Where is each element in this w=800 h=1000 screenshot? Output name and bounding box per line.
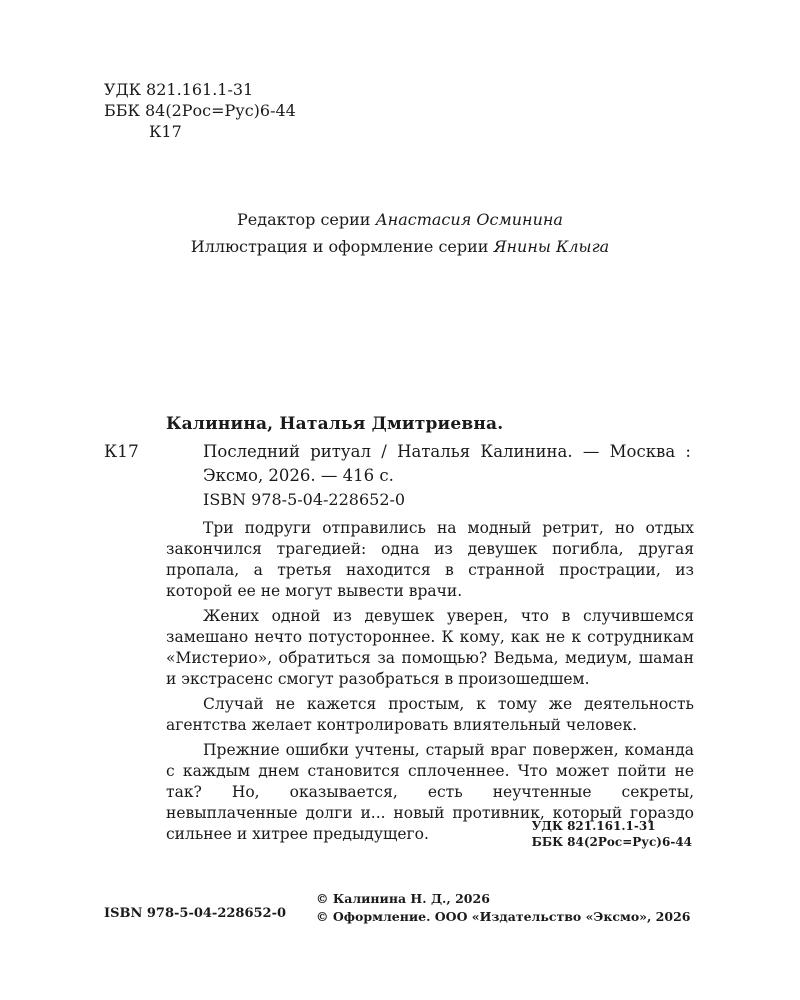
series-illustration-credit	[0, 237, 800, 256]
annotation-paragraph: Прежние ошибки учтены, старый враг повержен, команда с каждым днем становится сплоченнее. Что может пойти не так? Но, оказывается, есть неучтенные секреты, невыплаченные долги и... новый противник, который гораздо сильнее и хитрее предыдущего.	[166, 741, 694, 843]
copyright-block	[316, 890, 690, 926]
bibliographic-isbn: ISBN 978-5-04-228652-0	[203, 490, 406, 509]
series-editor-label: Редактор серии	[237, 210, 371, 229]
series-illustration-label: Иллюстрация и оформление серии	[190, 237, 489, 256]
small-bbk-code: ББК 84(2Рос=Рус)6-44	[531, 835, 692, 849]
copyright-design: © Оформление. ООО «Издательство «Эксмо», 2026	[316, 909, 691, 924]
bibliographic-description: Последний ритуал / Наталья Калинина. — Москва : Эксмо, 2026. — 416 с.	[203, 442, 691, 485]
annotation-paragraph: Три подруги отправились на модный ретрит, но отдых закончился трагедией: одна из девушек погибла, другая пропала, а третья находится в странной прострации, из которой ее не могут вывести врачи.	[166, 519, 694, 600]
footer-isbn: ISBN 978-5-04-228652-0	[104, 906, 287, 921]
annotation	[166, 518, 694, 849]
annotation-paragraph: Случай не кажется простым, к тому же деятельность агентства желает контролировать влиятельный человек.	[166, 695, 694, 734]
small-classification-codes	[532, 818, 692, 850]
annotation-paragraph: Жених одной из девушек уверен, что в случившемся замешано нечто потустороннее. К кому, как не к сотрудникам «Мистерио», обратиться за помощью? Ведьма, медиум, шаман и экстрасенс смогут разобраться в произошедшем.	[166, 607, 694, 688]
classification-codes	[104, 79, 296, 142]
small-udk-code: УДК 821.161.1-31	[531, 819, 656, 833]
udk-code: УДК 821.161.1-31	[104, 80, 254, 99]
series-editor-credit	[0, 210, 800, 229]
copyright-author: © Калинина Н. Д., 2026	[316, 891, 490, 906]
bbk-code: ББК 84(2Рос=Рус)6-44	[104, 101, 296, 120]
series-editor-name: Анастасия Осминина	[375, 210, 563, 229]
bibliographic-author: Калинина, Наталья Дмитриевна.	[166, 414, 504, 434]
series-illustration-name: Янины Клыга	[493, 237, 610, 256]
bibliographic-author-mark: К17	[104, 442, 139, 462]
author-mark: К17	[149, 122, 182, 141]
